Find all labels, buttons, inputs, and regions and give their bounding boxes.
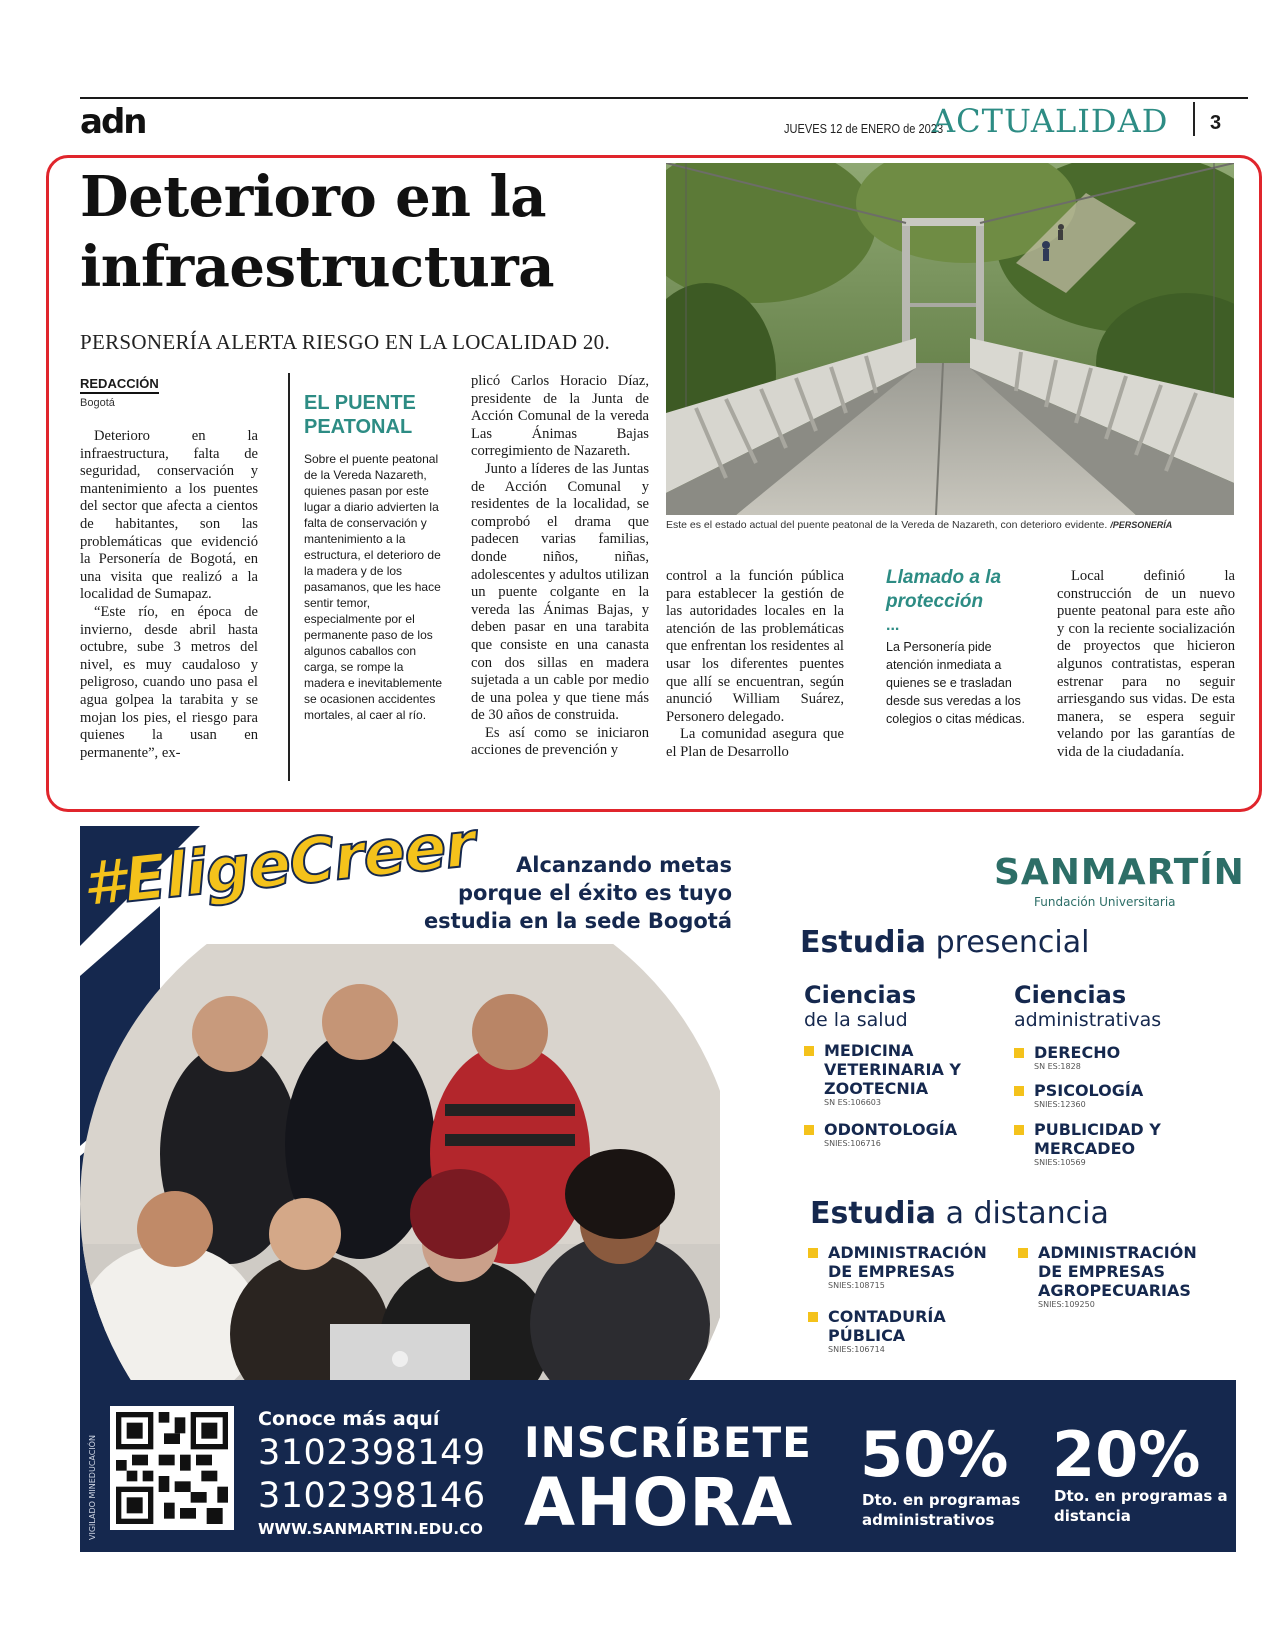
pullquote-title: Llamado a la protección xyxy=(886,567,1002,612)
phone-number[interactable]: 3102398149 xyxy=(258,1433,486,1473)
paragraph: Deterioro en la infraestructura, falta de seguridad, conservación y mantenimiento a los puentes del sector que afecta a cientos de habitantes, son las problemáticas que evidenció la Personería de Bogotá, en una visita que realizó a la localidad de Sumapaz. xyxy=(80,428,258,603)
conoce-label: Conoce más aquí xyxy=(258,1408,440,1430)
article-column-3 xyxy=(471,373,649,760)
sidebar-rule xyxy=(288,373,290,781)
header-separator xyxy=(1193,102,1195,136)
tagline-line: estudia en la sede Bogotá xyxy=(423,909,732,933)
article-column-1 xyxy=(80,428,258,762)
article-subhead: PERSONERÍA ALERTA RIESGO EN LA LOCALIDAD 20. xyxy=(80,330,611,354)
qr-code-icon[interactable] xyxy=(110,1406,234,1530)
paragraph: control a la función pública para establecer la gestión de las autoridades locales en la atención de las problemáticas que enfrentan los residentes al usar los diferentes puentes que allí se encuentran, según anunció William Suárez, Personero delegado. xyxy=(666,568,844,725)
photo-credit: /PERSONERÍA xyxy=(1110,520,1173,530)
sanmartin-logo: SANMARTÍN xyxy=(994,852,1245,893)
heading-rest: a distancia xyxy=(936,1196,1109,1231)
heading-bold: Estudia xyxy=(810,1196,937,1231)
pullquote-dots: ... xyxy=(886,617,900,634)
discount-20: 20% xyxy=(1052,1418,1201,1491)
program-item: CONTADURÍA PÚBLICA SNIES:106714 xyxy=(808,1307,968,1355)
area-admin-title: Ciencias xyxy=(1014,981,1127,1009)
article-column-4 xyxy=(666,568,844,762)
paragraph: “Este río, en época de invierno, desde abril hasta octubre, sube 3 metros del nivel, es muy caudaloso y peligroso, cuando uno pasa el agua golpea la tarabita y se mojan los pies, el riesgo para quienes la usan en permanente”, ex- xyxy=(80,603,258,761)
issue-date: JUEVES 12 de ENERO de 2023 xyxy=(784,121,944,136)
paragraph: plicó Carlos Horacio Díaz, presidente de la Junta de Acción Comunal de la vereda Las Ánimas Bajas corregimiento de Nazareth. xyxy=(471,373,649,460)
article-byline: REDACCIÓN xyxy=(80,376,159,394)
bridge-photo xyxy=(666,163,1234,515)
caption-text: Este es el estado actual del puente peatonal de la Vereda de Nazareth, con deterioro evidente. xyxy=(666,519,1108,531)
program-item: ODONTOLOGÍA SNIES:106716 xyxy=(804,1120,984,1149)
discount-50-text: Dto. en programas administrativos xyxy=(862,1491,1021,1529)
tagline-line: porque el éxito es tuyo xyxy=(457,881,732,905)
website-link[interactable]: WWW.SANMARTIN.EDU.CO xyxy=(258,1520,483,1538)
heading-bold: Estudia xyxy=(800,925,927,960)
paragraph: Es así como se iniciaron acciones de prevención y xyxy=(471,724,649,759)
program-item: ADMINISTRACIÓN DE EMPRESAS AGROPECUARIAS SNIES:109250 xyxy=(1018,1243,1218,1310)
sidebar-text: Sobre el puente peatonal de la Vereda Nazareth, quienes pasan por este lugar a diario advierten la falta de conservación y mantenimiento a la estructura, el deterioro de la madera y de los pasamanos, que les hace sentir temor, especialmente por el permanente paso de los algunos caballos con carga, se rompe la madera e inevitablemente se ocasionen accidentes mortales, al caer al río. xyxy=(304,452,443,722)
section-name: ACTUALIDAD xyxy=(932,102,1169,140)
presencial-heading xyxy=(800,925,1089,960)
program-item: PSICOLOGÍA SNIES:12360 xyxy=(1014,1081,1174,1110)
area-health-title: Ciencias xyxy=(804,981,917,1009)
program-item: PUBLICIDAD Y MERCADEO SNIES:10569 xyxy=(1014,1120,1174,1168)
article-headline: Deterioro en la infraestructura xyxy=(80,164,555,300)
photo-caption xyxy=(666,519,1236,531)
cta-inscribete: INSCRÍBETE xyxy=(524,1418,812,1467)
distancia-heading xyxy=(810,1196,1109,1231)
paragraph: Junto a líderes de las Juntas de Acción Comunal y residentes de la localidad, se comprobó el drama que padecen varias familias, donde niños, niñas, adolescentes y adultos utilizan un puente colgante en la vereda las Ánimas Bajas, y deben pasar en una tarabita que consiste en una canasta con dos sillas en madera sujetada a un cable por medio de una polea y que tiene más de 30 años de construida. xyxy=(471,460,649,724)
cta-ahora: AHORA xyxy=(524,1464,794,1541)
area-health-subtitle: de la salud xyxy=(804,1009,908,1031)
pullquote-text: La Personería pide atención inmediata a quienes se e trasladan desde sus veredas a los colegios o citas médicas. xyxy=(886,640,1025,726)
heading-rest: presencial xyxy=(926,925,1090,960)
article-column-5: Local definió la construcción de un nuevo puente peatonal para este año y con la reciente socialización de proyectos que hicieron algunos contratistas, esperan estrenar para no seguir arriesgando sus vidas. De esta manera, se espera seguir velando por las garantías de vida de la ciudadanía. xyxy=(1057,568,1235,760)
sidebar-title: EL PUENTE PEATONAL xyxy=(304,392,416,438)
phone-number[interactable]: 3102398146 xyxy=(258,1476,486,1516)
discount-20-text: Dto. en programas a distancia xyxy=(1054,1487,1228,1525)
sanmartin-logo-subtitle: Fundación Universitaria xyxy=(1034,895,1176,909)
ad-hashtag: #EligeCreer xyxy=(78,807,479,921)
area-admin-subtitle: administrativas xyxy=(1014,1009,1162,1031)
page-number: 3 xyxy=(1210,112,1222,134)
discount-50: 50% xyxy=(860,1418,1009,1491)
header-rule xyxy=(80,97,1248,99)
vigilado-label: VIGILADO MINEDUCACIÓN xyxy=(88,1435,97,1540)
article-place: Bogotá xyxy=(80,397,115,409)
paragraph: La comunidad asegura que el Plan de Desarrollo xyxy=(666,726,844,760)
program-item: DERECHO SN ES:1828 xyxy=(1014,1043,1174,1072)
ad-tagline xyxy=(420,851,732,935)
tagline-line: Alcanzando metas xyxy=(516,853,732,877)
newspaper-logo: adn xyxy=(80,102,146,142)
program-item: MEDICINA VETERINARIA Y ZOOTECNIA SN ES:106603 xyxy=(804,1041,964,1108)
students-photo xyxy=(80,944,720,1384)
program-item: ADMINISTRACIÓN DE EMPRESAS SNIES:108715 xyxy=(808,1243,998,1291)
